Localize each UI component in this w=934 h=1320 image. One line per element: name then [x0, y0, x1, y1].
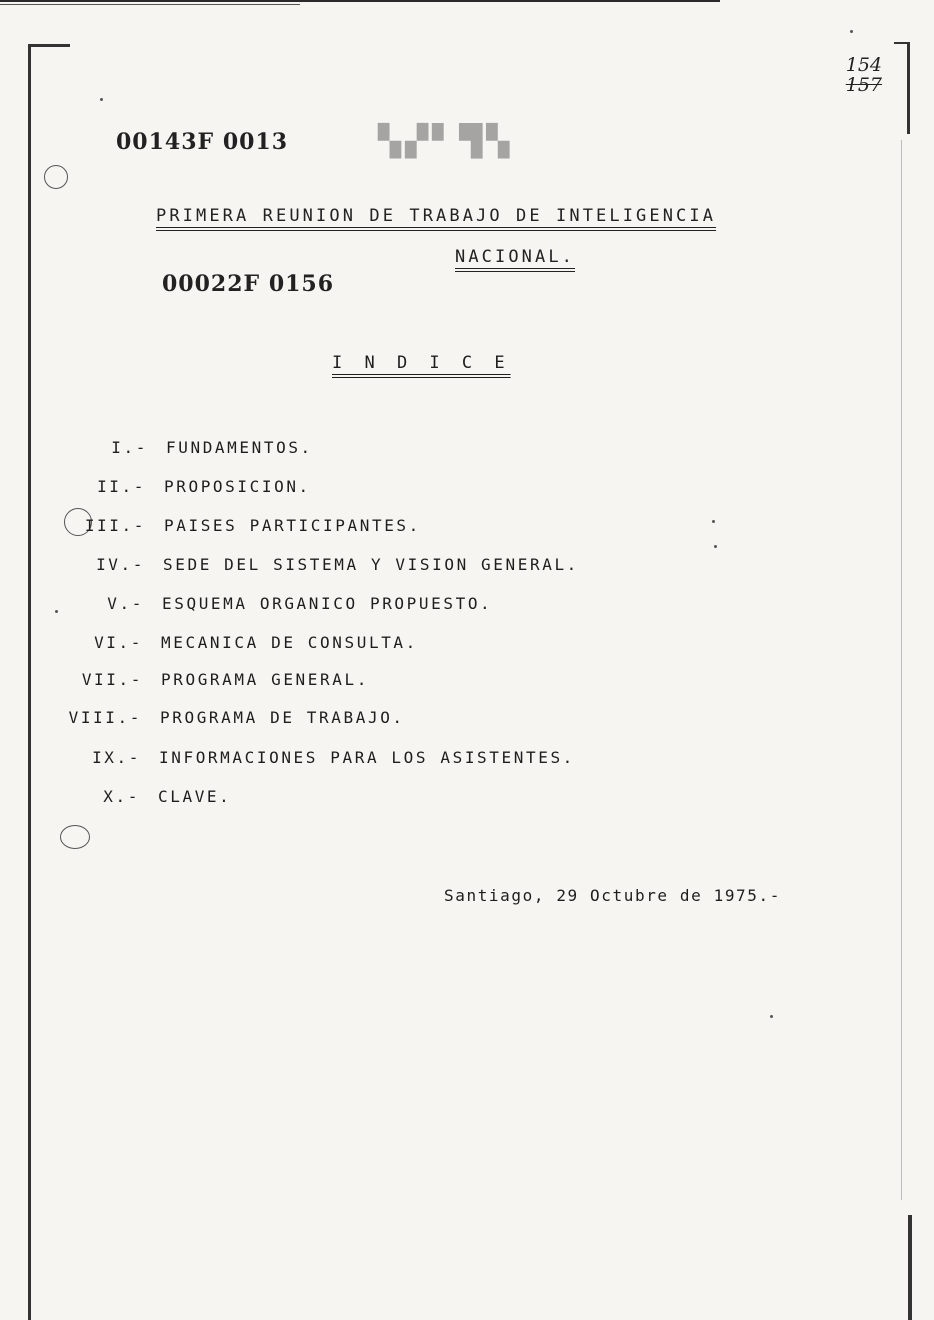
- toc-item: [60, 438, 313, 457]
- scan-right-line: [901, 140, 902, 1200]
- document-stamp-middle: 00022F 0156: [162, 271, 335, 297]
- toc-item-number: IX.-: [92, 748, 141, 767]
- toc-item-number: X.-: [103, 787, 140, 806]
- scan-speck: [850, 30, 853, 33]
- toc-item: [56, 594, 492, 613]
- scan-speck: [100, 98, 103, 101]
- toc-item-label: SEDE DEL SISTEMA Y VISION GENERAL.: [163, 555, 579, 574]
- page-number-upper: 154: [845, 54, 882, 76]
- toc-item: [53, 748, 575, 767]
- handwritten-page-number: [846, 55, 882, 95]
- toc-item: [55, 633, 418, 652]
- toc-item: [52, 787, 231, 806]
- toc-item-number: VII.-: [81, 670, 143, 689]
- toc-item-label: INFORMACIONES PARA LOS ASISTENTES.: [159, 748, 575, 767]
- date-line: Santiago, 29 Octubre de 1975.-: [444, 886, 781, 905]
- toc-item-label: CLAVE.: [158, 787, 232, 806]
- scan-edge-top: [0, 0, 720, 2]
- scan-speck: [712, 520, 715, 523]
- toc-item: [58, 516, 421, 535]
- toc-item-label: PROGRAMA DE TRABAJO.: [160, 708, 405, 727]
- toc-item-number: I.-: [111, 438, 148, 457]
- toc-item-number: VI.-: [94, 633, 143, 652]
- toc-item-number: V.-: [107, 594, 144, 613]
- document-stamp-top: 00143F 0013: [116, 129, 289, 155]
- smudged-stamp: ▚▞▘▜▚: [378, 124, 514, 159]
- punch-hole-top: [44, 165, 68, 189]
- scan-speck: [714, 545, 717, 548]
- toc-item-label: FUNDAMENTOS.: [166, 438, 313, 457]
- toc-item-label: PROPOSICION.: [164, 477, 311, 496]
- scan-speck: [55, 610, 58, 613]
- document-title-line-1: PRIMERA REUNION DE TRABAJO DE INTELIGENCIA: [156, 206, 717, 226]
- scan-bracket-right-bottom: [908, 1215, 912, 1320]
- toc-item-number: II.-: [97, 477, 146, 496]
- scan-speck: [770, 1015, 773, 1018]
- toc-item-label: ESQUEMA ORGANICO PROPUESTO.: [162, 594, 493, 613]
- page-number-lower: 157: [845, 74, 882, 96]
- scan-bracket-right: [894, 42, 910, 134]
- toc-item-label: PAISES PARTICIPANTES.: [164, 516, 421, 535]
- document-title-line-2: NACIONAL.: [455, 247, 576, 267]
- toc-item: [57, 555, 579, 574]
- toc-item-number: III.-: [84, 516, 146, 535]
- index-heading: I N D I C E: [332, 353, 511, 373]
- toc-item-label: PROGRAMA GENERAL.: [161, 670, 369, 689]
- toc-item: [58, 477, 311, 496]
- toc-item-number: VIII.-: [68, 708, 142, 727]
- toc-item: [54, 708, 405, 727]
- punch-hole-bottom: [60, 825, 90, 849]
- toc-item-label: MECANICA DE CONSULTA.: [161, 633, 418, 652]
- toc-item: [55, 670, 369, 689]
- scan-edge-top-secondary: [0, 4, 300, 5]
- toc-item-number: IV.-: [96, 555, 145, 574]
